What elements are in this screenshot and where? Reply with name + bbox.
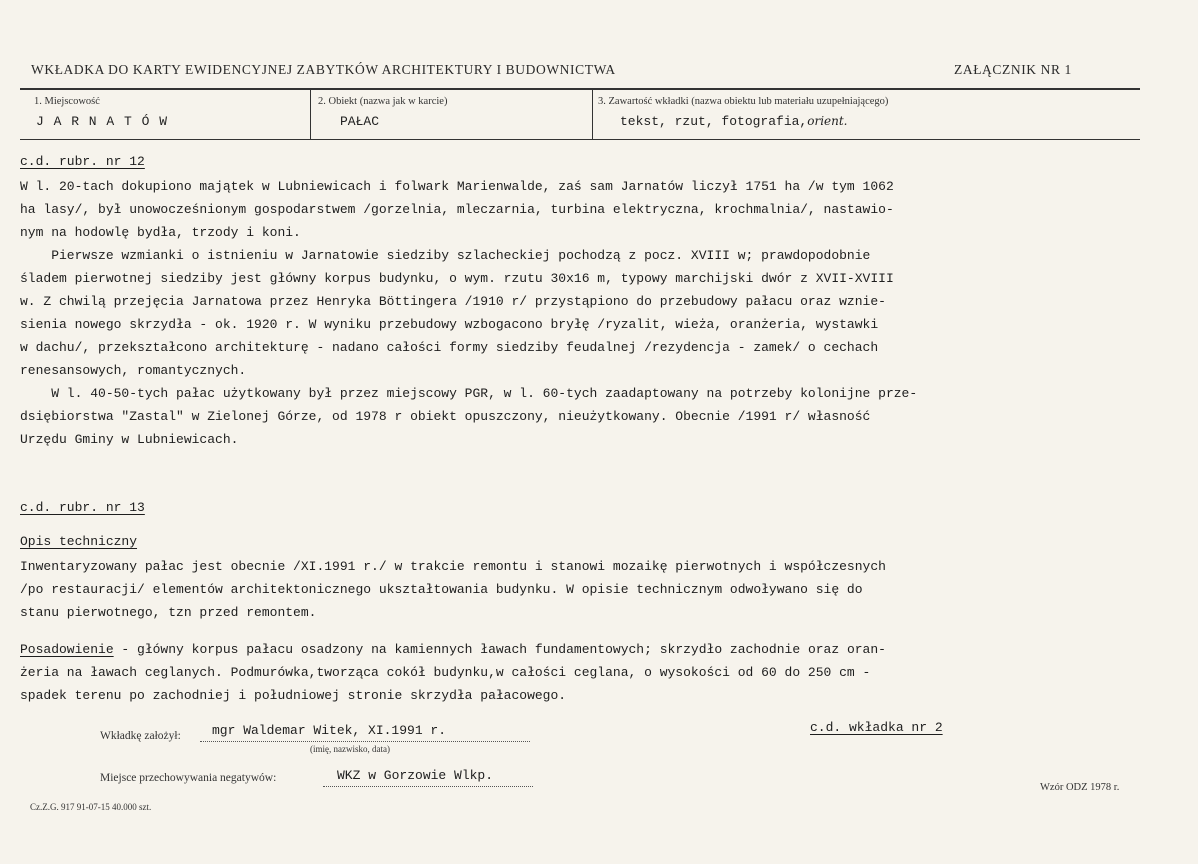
s12-line: sienia nowego skrzydła - ok. 1920 r. W wyniku przebudowy wzbogacono bryłę /ryzalit, wieża, oranżeria, wystawki bbox=[20, 317, 879, 332]
object-label: 2. Obiekt (nazwa jak w karcie) bbox=[318, 96, 448, 107]
foundation-text: - główny korpus pałacu osadzony na kamiennych ławach fundamentowych; skrzydło zachodnie oraz oran- bbox=[113, 642, 886, 657]
fields-bottom-rule bbox=[20, 139, 1140, 140]
attachment-number: ZAŁĄCZNIK NR 1 bbox=[954, 62, 1072, 77]
foundation-label: Posadowienie bbox=[20, 642, 114, 657]
section-12-heading: c.d. rubr. nr 12 bbox=[20, 154, 145, 169]
author-hint: (imię, nazwisko, data) bbox=[310, 744, 390, 754]
author-label: Wkładkę założył: bbox=[100, 730, 181, 742]
contents-value bbox=[620, 114, 848, 129]
top-rule bbox=[20, 88, 1140, 90]
s12-line: Pierwsze wzmianki o istnieniu w Jarnatowie siedziby szlacheckiej pochodzą z pocz. XVIII w; prawdopodobnie bbox=[20, 248, 871, 263]
negatives-value: WKZ w Gorzowie Wlkp. bbox=[337, 768, 494, 783]
s12-line: W l. 40-50-tych pałac użytkowany był przez miejscowy PGR, w l. 60-tych zaadaptowany na potrzeby kolonijne prze- bbox=[20, 386, 918, 401]
negatives-label: Miejsce przechowywania negatywów: bbox=[100, 772, 277, 784]
foundation-paragraph bbox=[20, 638, 1150, 707]
locality-label: 1. Miejscowość bbox=[34, 96, 100, 107]
s12-line: śladem pierwotnej siedziby jest główny korpus budynku, o wym. rzutu 30x16 m, typowy marchijski dwór z XVII-XVIII bbox=[20, 271, 894, 286]
locality-value: J A R N A T Ó W bbox=[36, 114, 169, 129]
form-code: Wzór ODZ 1978 r. bbox=[1040, 782, 1120, 793]
s12-line: w. Z chwilą przejęcia Jarnatowa przez Henryka Böttingera /1910 r/ przystąpiono do przebudowy pałacu oraz wznie- bbox=[20, 294, 886, 309]
s13-line: Inwentaryzowany pałac jest obecnie /XI.1991 r./ w trakcie remontu i stanowi mozaikę pierwotnych i współczesnych bbox=[20, 559, 886, 574]
field-divider-2 bbox=[592, 89, 593, 139]
s12-line: Urzędu Gminy w Lubniewicach. bbox=[20, 432, 239, 447]
s12-line: nym na hodowlę bydła, trzody i koni. bbox=[20, 225, 301, 240]
s13-line: /po restauracji/ elementów architektonicznego ukształtowania budynku. W opisie technicznym odwoływano się do bbox=[20, 582, 863, 597]
foundation-line bbox=[20, 638, 1150, 661]
field-divider-1 bbox=[310, 89, 311, 139]
contents-typed: tekst, rzut, fotografia, bbox=[620, 114, 808, 129]
author-value: mgr Waldemar Witek, XI.1991 r. bbox=[212, 723, 447, 738]
negatives-dotted-line bbox=[323, 786, 533, 787]
form-title: WKŁADKA DO KARTY EWIDENCYJNEJ ZABYTKÓW ARCHITEKTURY I BUDOWNICTWA bbox=[31, 62, 616, 77]
section-13-heading: c.d. rubr. nr 13 bbox=[20, 500, 145, 515]
foundation-line: spadek terenu po zachodniej i południowej stronie skrzydła pałacowego. bbox=[20, 688, 567, 703]
section-13-body bbox=[20, 555, 1150, 624]
technical-description-heading: Opis techniczny bbox=[20, 534, 138, 549]
foundation-line: żeria na ławach ceglanych. Podmurówka,tworząca cokół budynku,w całości ceglana, o wysokości od 60 do 250 cm - bbox=[20, 665, 871, 680]
s12-line: W l. 20-tach dokupiono majątek w Lubniewicach i folwark Marienwalde, zaś sam Jarnatów liczył 1751 ha /w tym 1062 bbox=[20, 179, 894, 194]
contents-label: 3. Zawartość wkładki (nazwa obiektu lub materiału uzupełniającego) bbox=[598, 96, 889, 107]
continued-note: c.d. wkładka nr 2 bbox=[810, 720, 943, 735]
print-code: Cz.Z.G. 917 91-07-15 40.000 szt. bbox=[30, 802, 152, 812]
s12-line: ha lasy/, był unowocześnionym gospodarstwem /gorzelnia, mleczarnia, turbina elektryczna, krochmalnia/, nastawio- bbox=[20, 202, 894, 217]
contents-handwritten: orient. bbox=[807, 114, 848, 128]
s12-line: dsiębiorstwa "Zastal" w Zielonej Górze, od 1978 r obiekt opuszczony, nieużytkowany. Obecnie /1991 r/ własność bbox=[20, 409, 871, 424]
object-value: PAŁAC bbox=[340, 114, 380, 129]
s12-line: renesansowych, romantycznych. bbox=[20, 363, 247, 378]
s13-line: stanu pierwotnego, tzn przed remontem. bbox=[20, 605, 317, 620]
s12-line: w dachu/, przekształcono architekturę - nadano całości formy siedziby feudalnej /rezydencja - zamek/ o cechach bbox=[20, 340, 879, 355]
section-12-body bbox=[20, 175, 1150, 451]
author-dotted-line bbox=[200, 741, 530, 742]
